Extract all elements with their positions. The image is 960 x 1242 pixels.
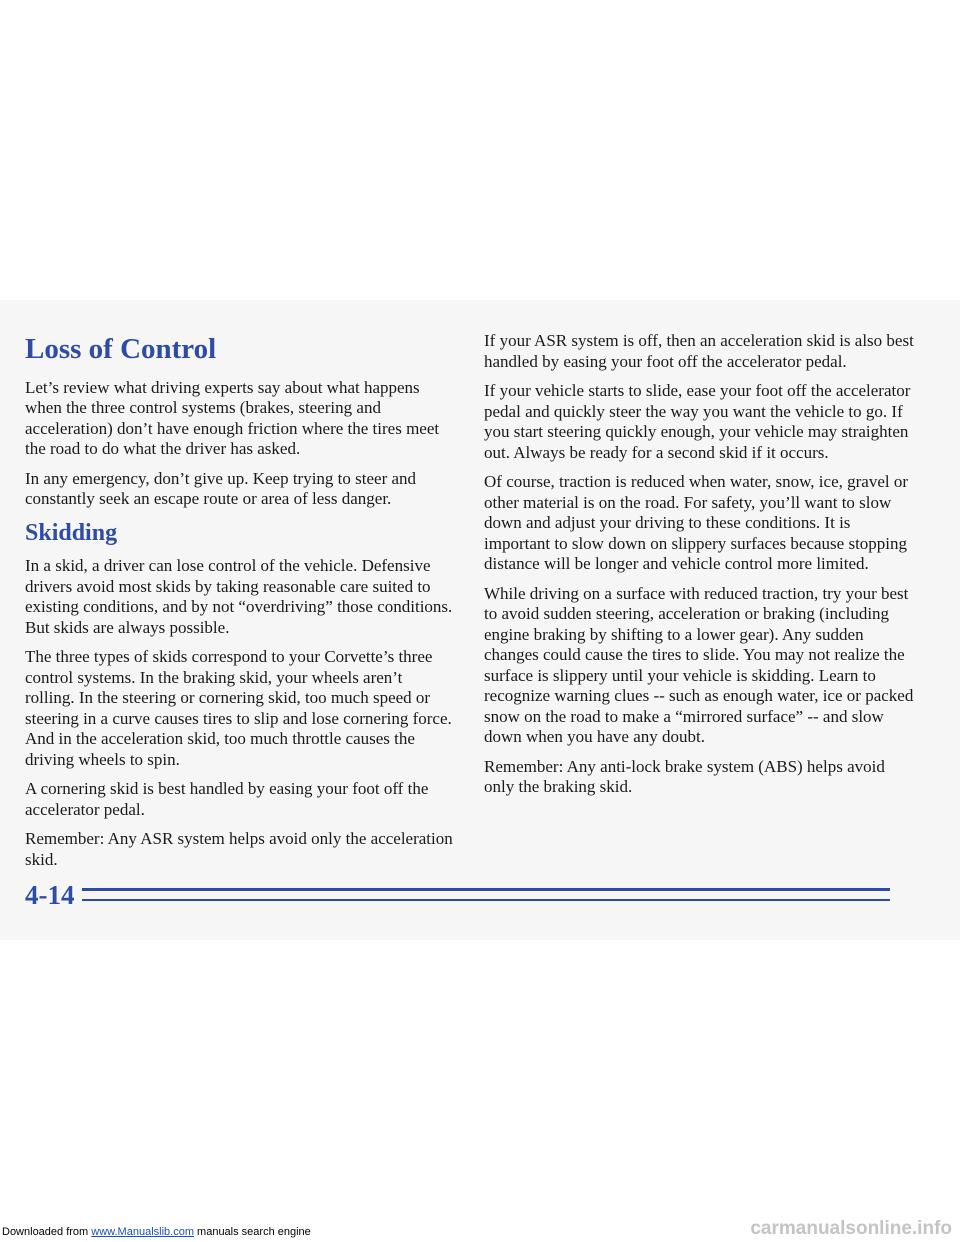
paragraph: A cornering skid is best handled by easing your foot off the accelerator pedal. <box>25 779 429 819</box>
paragraph: Remember: Any ASR system helps avoid only the acceleration skid. <box>25 829 453 869</box>
left-column <box>25 330 455 879</box>
paragraph: The three types of skids correspond to your Corvette’s three control systems. In the braking skid, your wheels aren’t rolling. In the steering or cornering skid, too much speed or steering in a curve causes tires to slip and lose cornering force. And in the acceleration skid, too much throttle causes the driving wheels to spin. <box>25 647 452 769</box>
paragraph: Let’s review what driving experts say about what happens when the three control systems (brakes, steering and acceleration) don’t have enough friction where the tires meet the road to do what the driver has asked. <box>25 377 440 459</box>
paragraph: Of course, traction is reduced when water, snow, ice, gravel or other material is on the road. For safety, you’ll want to slow down and adjust your driving to these conditions. It is important to slow down on slippery surfaces because stopping distance will be longer and vehicle control more limited. <box>484 472 908 573</box>
footer-rule <box>82 888 890 891</box>
right-column <box>484 331 914 807</box>
paragraph: While driving on a surface with reduced traction, try your best to avoid sudden steering, acceleration or braking (including engine braking by shifting to a lower gear). Any sudden changes could cause the tires to slide. You may not realize the surface is slippery until your vehicle is skidding. Learn to recognize warning clues -- such as enough water, ice or packed snow on the road to make a “mirrored surface” -- and slow down when you have any doubt. <box>484 583 914 746</box>
paragraph: In a skid, a driver can lose control of the vehicle. Defensive drivers avoid most skids by taking reasonable care suited to existing conditions, and by not “overdriving” those conditions. But skids are always possible. <box>25 556 453 637</box>
watermark: carmanualsonline.info <box>750 1218 952 1239</box>
paragraph: In any emergency, don’t give up. Keep trying to steer and constantly seek an escape route or area of less danger. <box>25 468 417 509</box>
section-heading-loss-of-control: Loss of Control <box>25 333 217 365</box>
footer-rule <box>82 899 890 901</box>
download-banner <box>2 1226 311 1238</box>
paragraph: Remember: Any anti-lock brake system (ABS) helps avoid only the braking skid. <box>484 756 885 796</box>
banner-prefix: Downloaded from <box>2 1226 92 1238</box>
page-number: 4-14 <box>25 880 75 910</box>
subsection-heading-skidding: Skidding <box>25 519 118 546</box>
manualslib-link[interactable]: www.Manualslib.com <box>91 1226 194 1238</box>
paragraph: If your ASR system is off, then an acceleration skid is also best handled by easing your foot off the accelerator pedal. <box>484 331 914 371</box>
paragraph: If your vehicle starts to slide, ease your foot off the accelerator pedal and quickly steer the way you want the vehicle to go. If you start steering quickly enough, your vehicle may straighten out. Always be ready for a second skid if it occurs. <box>484 381 911 462</box>
banner-suffix: manuals search engine <box>193 1226 311 1238</box>
